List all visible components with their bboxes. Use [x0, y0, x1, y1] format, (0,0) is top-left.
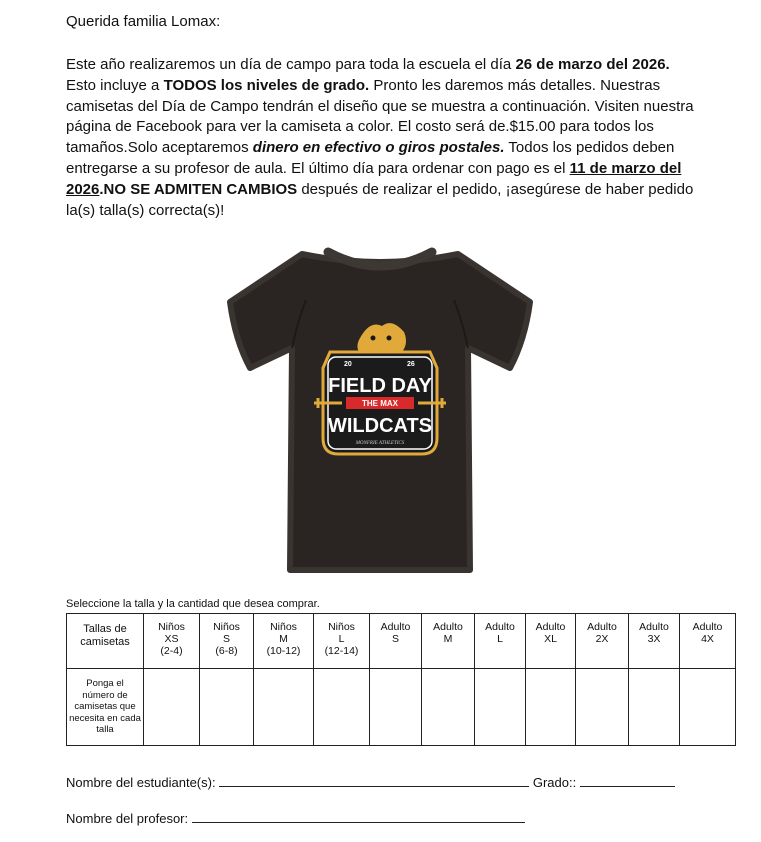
size-header-text: S [391, 633, 399, 645]
quantity-row-label: Ponga el número de camisetas que necesita en cada talla [67, 669, 144, 746]
quantity-cell-9[interactable] [629, 669, 680, 746]
no-changes: NO SE ADMITEN CAMBIOS [103, 180, 298, 198]
size-header-text: (6-8) [215, 645, 238, 657]
quantity-cell-5[interactable] [422, 669, 475, 746]
size-header-text: M [279, 633, 288, 645]
letter-text-5: . [99, 180, 104, 198]
size-header-label: Tallas de camisetas [67, 614, 144, 669]
size-header-text: 4X [701, 633, 714, 645]
greeting: Querida familia Lomax: [66, 13, 221, 30]
size-header-row [67, 614, 736, 669]
quantity-cell-3[interactable] [314, 669, 370, 746]
size-header-text: Adulto [380, 621, 411, 633]
payment-methods: dinero en efectivo o giros postales. [252, 139, 505, 157]
grade-label: Grado:: [532, 775, 577, 790]
quantity-cell-0[interactable] [144, 669, 200, 746]
logo-banner: THE MAX [362, 399, 398, 408]
quantity-cell-6[interactable] [475, 669, 526, 746]
size-order-table [66, 613, 736, 746]
student-label: Nombre del estudiante(s): [66, 775, 216, 790]
size-header-text: (2-4) [160, 645, 183, 657]
quantity-cell-4[interactable] [370, 669, 422, 746]
size-header-4 [370, 614, 422, 669]
size-header-text: Niños [158, 621, 185, 633]
size-header-text: XL [544, 633, 557, 645]
quantity-cell-10[interactable] [680, 669, 736, 746]
size-header-6 [475, 614, 526, 669]
quantity-cell-8[interactable] [576, 669, 629, 746]
size-header-1 [200, 614, 254, 669]
size-header-text: Adulto [639, 621, 669, 633]
letter-body [66, 55, 696, 221]
size-header-text: (12-14) [324, 645, 359, 657]
size-header-text: Niños [270, 621, 297, 633]
quantity-row [67, 669, 736, 746]
logo-small: MONFRIE ATHLETICS [355, 441, 405, 446]
grade-field[interactable] [580, 774, 675, 787]
size-header-text: L [497, 633, 503, 645]
logo-team: WILDCATS [327, 415, 433, 437]
size-header-10 [680, 614, 736, 669]
size-header-text: Adulto [692, 621, 723, 633]
letter-text-2: Esto incluye a [66, 76, 164, 94]
event-date: 26 de marzo del 2026. [515, 56, 670, 73]
quantity-cell-7[interactable] [526, 669, 576, 746]
size-header-text: Niños [328, 621, 355, 633]
size-header-text: 2X [595, 633, 609, 645]
all-grades: TODOS los niveles de grado. [163, 76, 370, 94]
student-line [66, 774, 675, 790]
quantity-cell-2[interactable] [254, 669, 314, 746]
size-header-text: Adulto [433, 621, 463, 633]
size-header-text: (10-12) [266, 645, 301, 657]
order-deadline: 11 de marzo del 2026 [66, 159, 682, 198]
size-header-9 [629, 614, 680, 669]
size-header-0 [144, 614, 200, 669]
size-header-text: Niños [213, 621, 240, 633]
size-header-2 [254, 614, 314, 669]
letter-text-3: Pronto les daremos más detalles. Nuestras camisetas del Día de Campo tendrán el diseño que se muestra a continuación. Visiten nuestra página de Facebook para ver la camiseta a color. El costo será de.$15.00 para todos los tamaños.Solo aceptaremos [66, 76, 694, 157]
tshirt-image [210, 240, 550, 580]
size-header-5 [422, 614, 475, 669]
teacher-line [66, 810, 525, 826]
logo-year-left: 20 [344, 361, 352, 368]
letter-text-4: Todos los pedidos deben entregarse a su profesor de aula. El último día para ordenar con pago es el [66, 139, 675, 177]
student-name-field[interactable] [219, 774, 529, 787]
logo-title: FIELD DAY [328, 375, 432, 397]
size-header-text: 3X [647, 633, 661, 645]
teacher-name-field[interactable] [192, 810, 525, 823]
order-caption: Seleccione la talla y la cantidad que desea comprar. [66, 598, 320, 610]
letter-text-6: después de realizar el pedido, ¡asegúrese de haber pedido la(s) talla(s) correcta(s)! [66, 180, 694, 219]
tshirt-icon [210, 240, 550, 580]
size-header-text: S [222, 633, 230, 645]
size-header-8 [576, 614, 629, 669]
size-header-7 [526, 614, 576, 669]
size-header-text: XS [164, 633, 179, 645]
size-header-text: M [443, 633, 453, 645]
size-header-text: Adulto [535, 621, 566, 633]
logo-year-right: 26 [407, 361, 415, 368]
size-header-text: Adulto [485, 621, 515, 633]
letter-text-1: Este año realizaremos un día de campo para toda la escuela el día [66, 56, 516, 73]
size-header-text: Adulto [587, 621, 617, 633]
size-header-text: L [338, 633, 345, 645]
size-header-3 [314, 614, 370, 669]
teacher-label: Nombre del profesor: [66, 811, 189, 826]
quantity-cell-1[interactable] [200, 669, 254, 746]
